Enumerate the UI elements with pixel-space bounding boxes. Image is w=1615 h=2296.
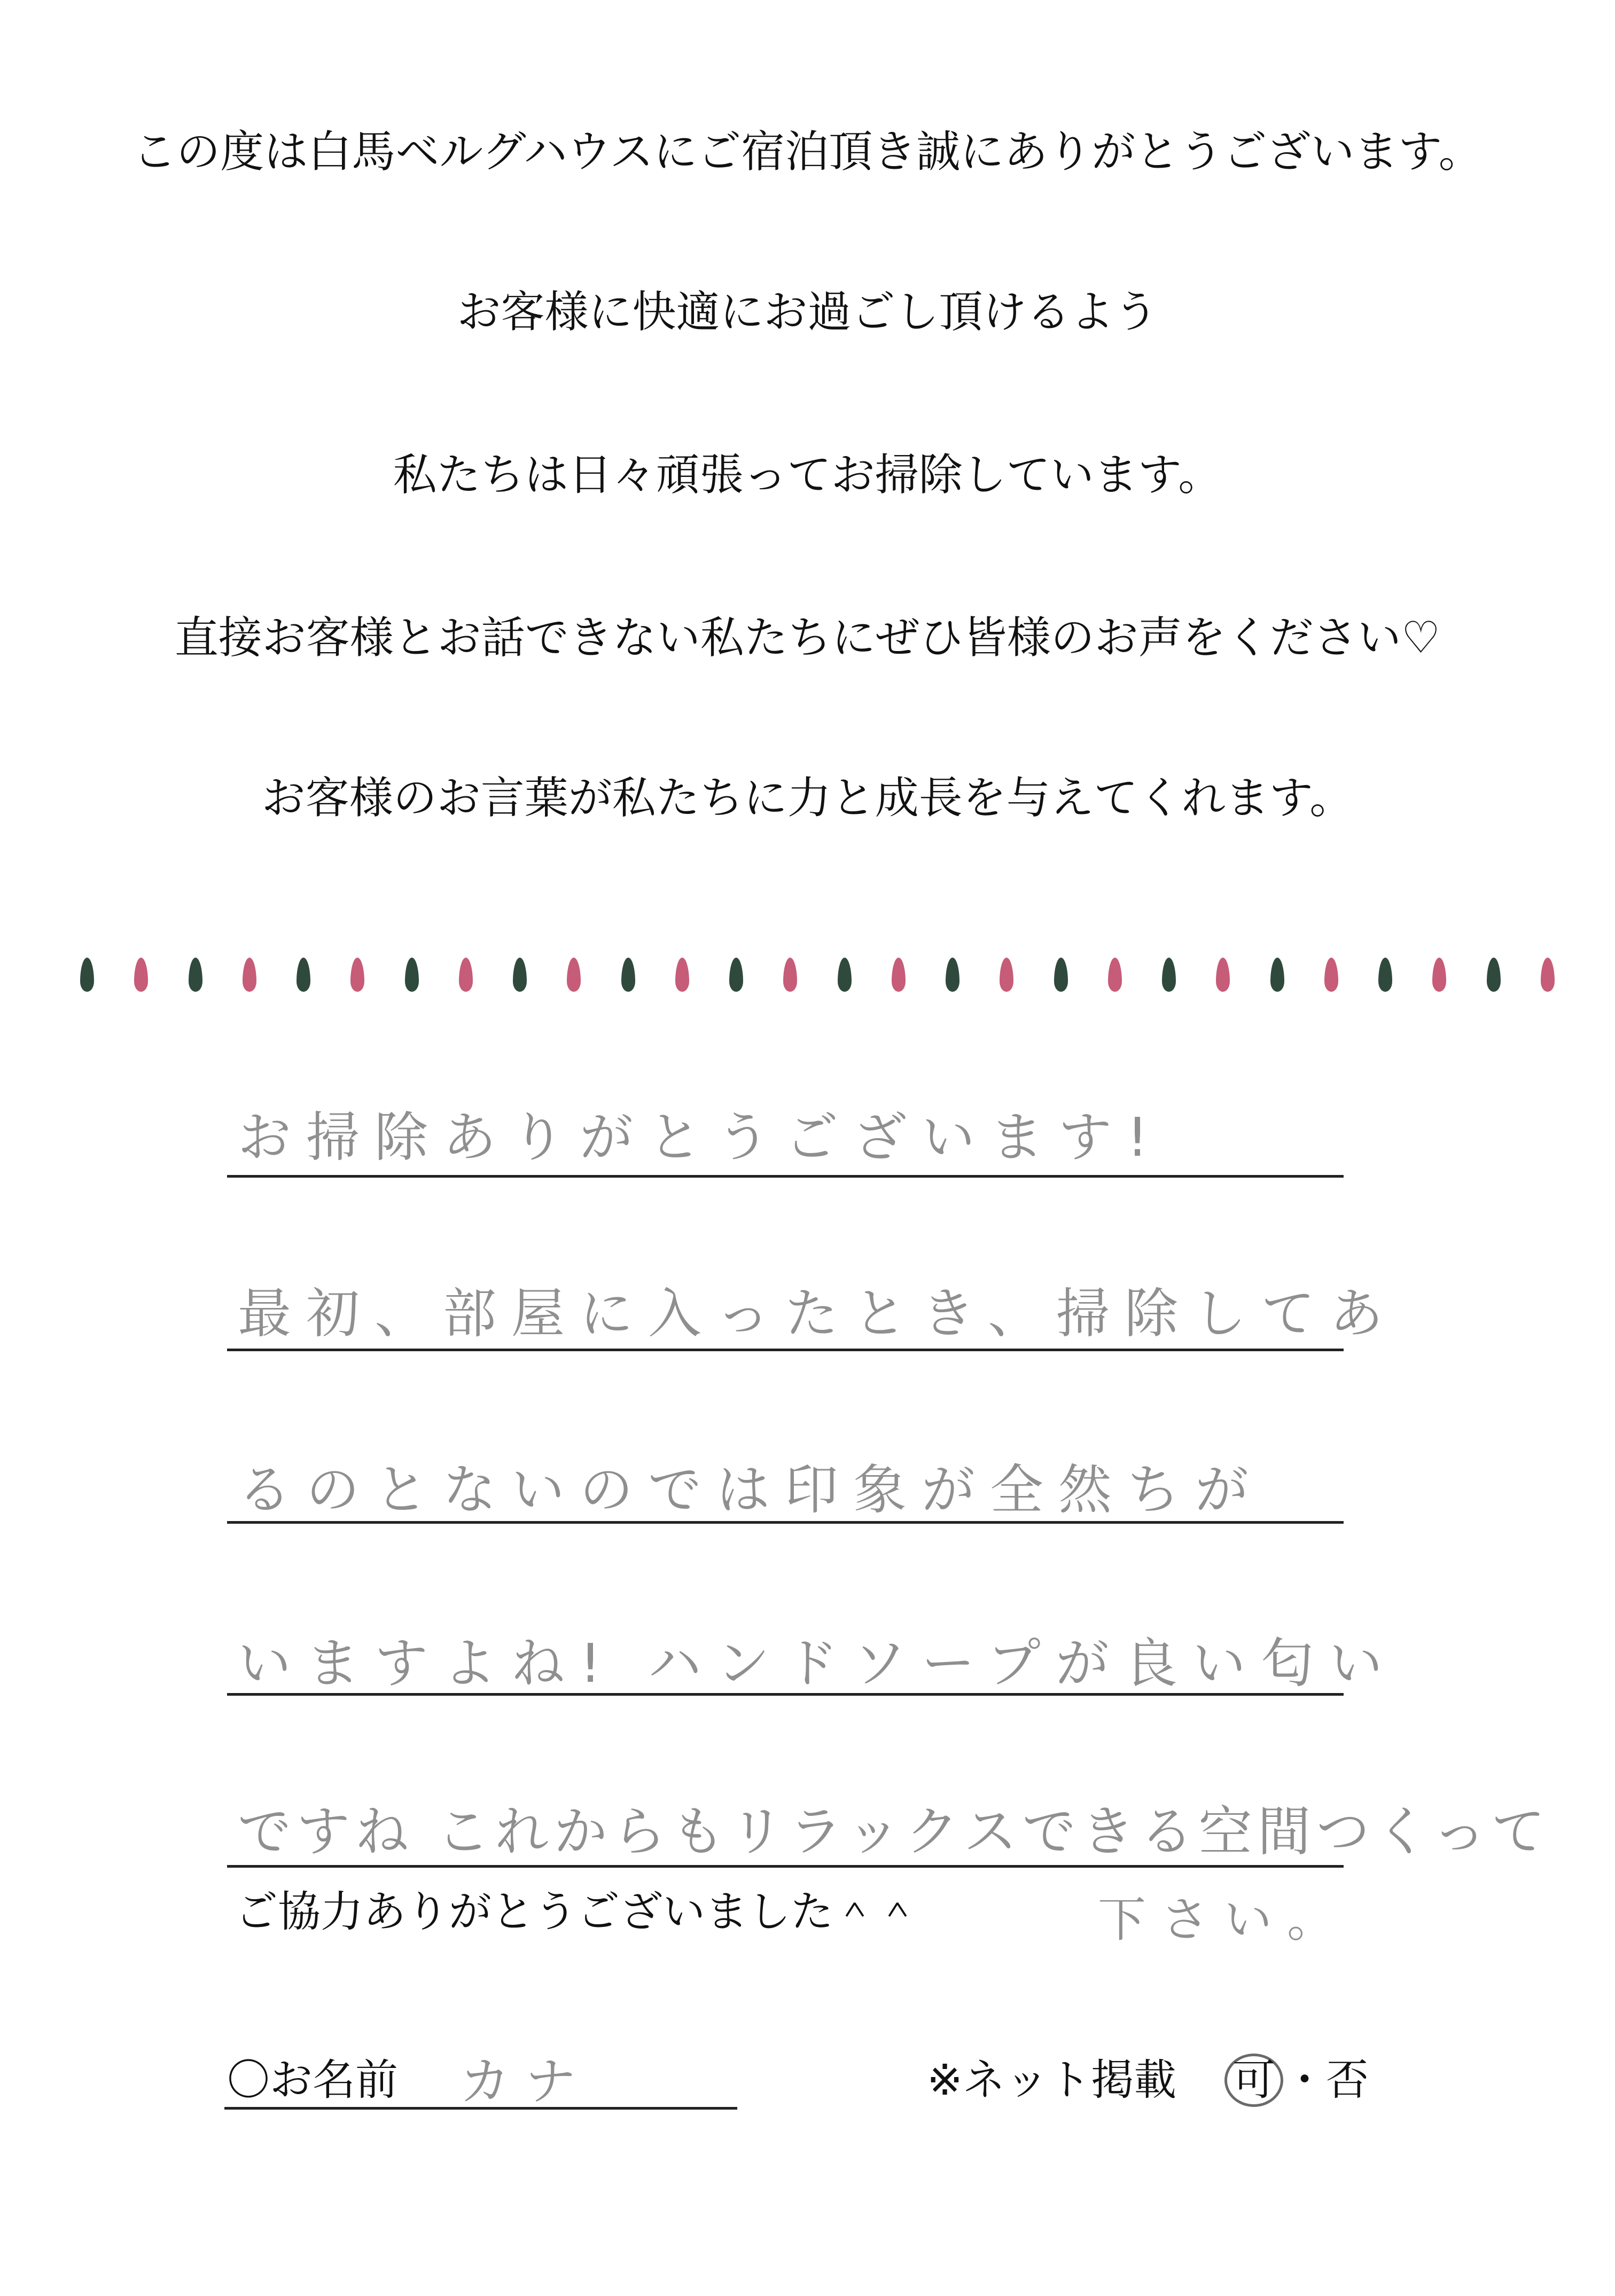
divider-dot — [1000, 958, 1013, 992]
divider-dot — [1270, 958, 1284, 992]
divider-dot — [350, 958, 364, 992]
comment-rule-3 — [227, 1521, 1344, 1524]
intro-line-4: 直接お客様とお話できない私たちにぜひ皆様のお声をください♡ — [174, 613, 1441, 663]
divider-dot — [675, 958, 689, 992]
divider-dot — [1162, 958, 1176, 992]
divider-dot — [783, 958, 797, 992]
divider-dot — [134, 958, 148, 992]
comment-rule-5 — [227, 1865, 1344, 1868]
intro-line-3: 私たちは日々頑張ってお掃除しています。 — [393, 450, 1222, 500]
divider-dot — [513, 958, 527, 992]
comment-line-5: ですね これからもリラックスできる空間つくって — [238, 1800, 1550, 1863]
divider-dot — [1432, 958, 1446, 992]
divider-dot — [946, 958, 959, 992]
comment-rule-1 — [227, 1175, 1344, 1178]
comment-tail: 下さい。 — [1098, 1892, 1350, 1948]
divider-dot — [567, 958, 581, 992]
comment-rule-2 — [227, 1349, 1344, 1351]
divider-dot — [838, 958, 852, 992]
comment-line-3: るのとないのでは印象が全然ちが — [238, 1459, 1263, 1521]
net-posting-label: ※ネット掲載 — [927, 2055, 1177, 2105]
comment-line-1: お掃除ありがとうございます! — [238, 1106, 1164, 1169]
divider-dot — [729, 958, 743, 992]
divider-dot — [1108, 958, 1122, 992]
divider-dot — [80, 958, 94, 992]
net-posting-field — [927, 2054, 1369, 2107]
comment-rule-4 — [227, 1693, 1344, 1696]
intro-line-5: お客様のお言葉が私たちに力と成長を与えてくれます。 — [261, 773, 1354, 824]
name-label: 〇お名前 — [227, 2055, 398, 2105]
net-posting-option-yes[interactable]: 可 — [1224, 2054, 1283, 2107]
decorative-divider — [80, 951, 1555, 999]
comment-line-2: 最初、部屋に入ったとき、掃除してあ — [238, 1282, 1398, 1345]
net-posting-option-no[interactable]: 否 — [1326, 2055, 1369, 2105]
name-underline — [224, 2107, 737, 2110]
intro-line-2: お客様に快適にお過ごし頂けるよう — [457, 287, 1158, 338]
intro-line-1: この度は白馬ベルグハウスにご宿泊頂き誠にありがとうございます。 — [132, 127, 1483, 177]
comment-line-4: いますよね! ハンドソープが良い匂い — [238, 1632, 1398, 1695]
net-posting-separator: ・ — [1283, 2055, 1327, 2105]
divider-dot — [297, 958, 310, 992]
divider-dot — [1378, 958, 1392, 992]
name-value[interactable]: カナ — [459, 2052, 591, 2111]
divider-dot — [1487, 958, 1501, 992]
divider-dot — [1324, 958, 1338, 992]
divider-dot — [621, 958, 635, 992]
divider-dot — [1216, 958, 1230, 992]
divider-dot — [405, 958, 419, 992]
divider-dot — [1541, 958, 1555, 992]
divider-dot — [1054, 958, 1068, 992]
divider-dot — [243, 958, 256, 992]
thanks-text: ご協力ありがとうございました＾＾ — [235, 1887, 919, 1937]
divider-dot — [459, 958, 473, 992]
divider-dot — [892, 958, 906, 992]
divider-dot — [189, 958, 202, 992]
